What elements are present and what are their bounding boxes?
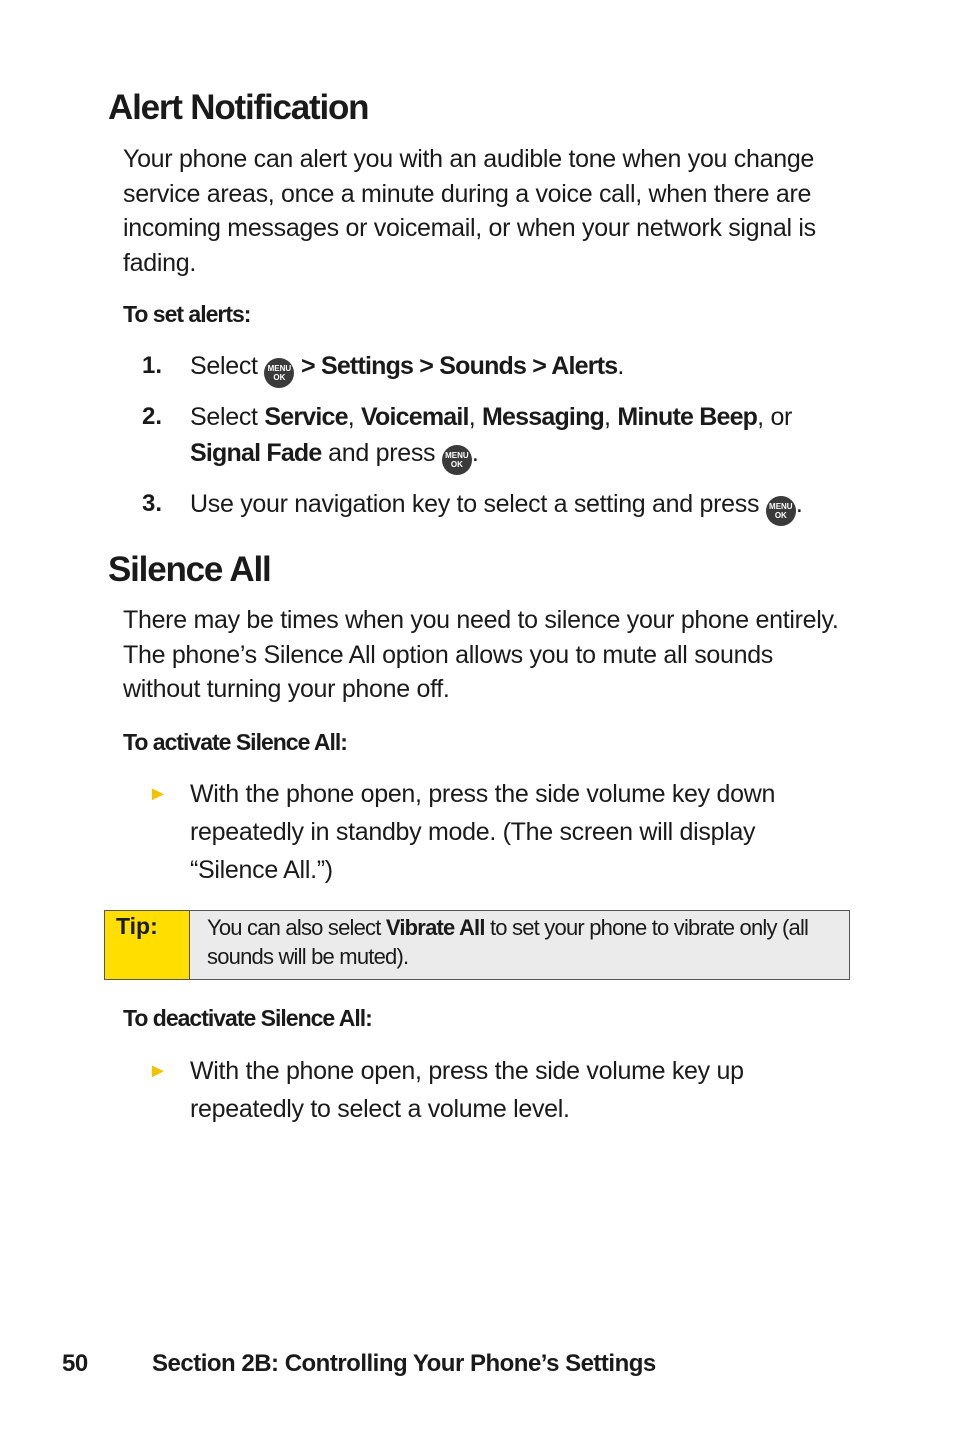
step-3-number: 3. — [142, 490, 163, 517]
menu-path: > Settings > Sounds > Alerts — [301, 352, 618, 380]
option-signal-fade: Signal Fade — [190, 439, 322, 467]
tip-label: Tip: — [105, 911, 190, 979]
step-1-number: 1. — [142, 352, 163, 379]
tip-text: You can also select Vibrate All to set your phone to vibrate only (all sounds will be muted). — [207, 915, 809, 969]
vibrate-all: Vibrate All — [385, 915, 485, 940]
deactivate-subhead: To deactivate Silence All: — [123, 1005, 372, 1031]
step-1-text: Select — [190, 352, 258, 380]
option-minute-beep: Minute Beep — [617, 403, 758, 431]
bullet-arrow-icon: ► — [148, 1060, 168, 1082]
footer-section-title: Section 2B: Controlling Your Phone’s Settings — [152, 1350, 656, 1377]
silence-all-body: There may be times when you need to silence your phone entirely. The phone’s Silence All option allows you to mute all sounds without turning your phone off. — [123, 606, 839, 704]
option-service: Service — [264, 403, 348, 431]
alert-notification-title: Alert Notification — [108, 88, 369, 127]
step-3: Use your navigation key to select a setting and press MENU OK . — [190, 486, 850, 526]
alert-notification-body: Your phone can alert you with an audible tone when you change service areas, once a minute during a voice call, when there are incoming messages or voicemail, or when your network signal is fading. — [123, 145, 816, 278]
page-number: 50 — [62, 1350, 88, 1377]
activate-subhead: To activate Silence All: — [123, 729, 347, 755]
activate-instruction: With the phone open, press the side volume key down repeatedly in standby mode. (The screen will display “Silence All.”) — [190, 780, 776, 884]
option-voicemail: Voicemail — [361, 403, 469, 431]
menu-ok-key-icon: MENU OK — [264, 358, 294, 388]
tip-box — [104, 910, 850, 980]
set-alerts-subhead: To set alerts: — [123, 301, 251, 327]
bullet-arrow-icon: ► — [148, 783, 168, 805]
step-1: Select MENU OK > Settings > Sounds > Alerts. — [190, 348, 850, 388]
step-2-number: 2. — [142, 403, 163, 430]
option-messaging: Messaging — [482, 403, 605, 431]
step-2: Select Service, Voicemail, Messaging, Minute Beep, or Signal Fade and press MENU OK . — [190, 399, 850, 475]
menu-ok-key-icon: MENU OK — [442, 445, 472, 475]
menu-ok-key-icon: MENU OK — [766, 496, 796, 526]
deactivate-instruction: With the phone open, press the side volume key up repeatedly to select a volume level. — [190, 1057, 744, 1123]
silence-all-title: Silence All — [108, 550, 271, 589]
